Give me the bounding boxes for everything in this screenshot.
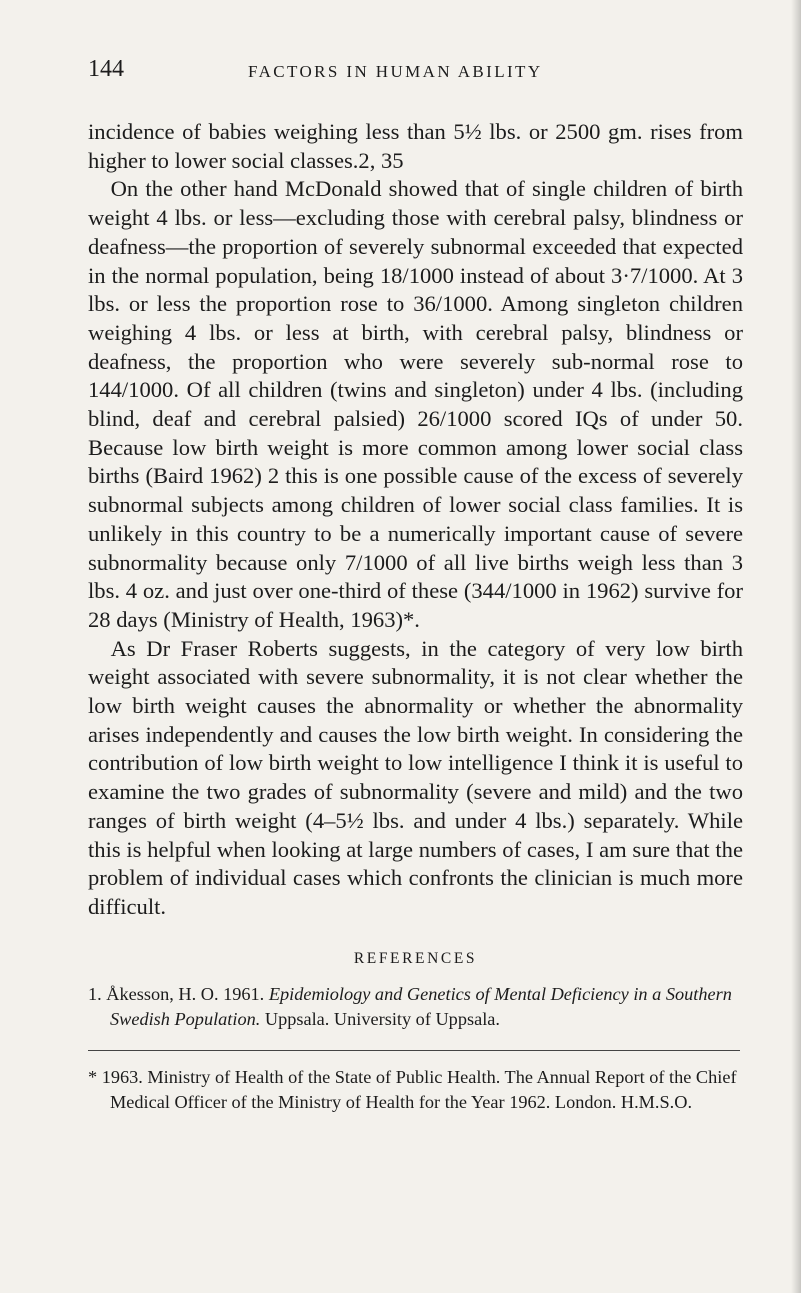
footnote-text: 1963. Ministry of Health of the State of Public Health. The Annual Report of the Chief Medical Officer of the Ministry of Health for the Year 1962. London. H.M.S.O. — [101, 1066, 737, 1112]
reference-title: Epidemiology and Genetics of Mental Deficiency in a Southern Swedish Population. — [110, 983, 732, 1029]
reference-number: 1. — [88, 983, 102, 1004]
paragraph-mcdonald: On the other hand McDonald showed that of single children of birth weight 4 lbs. or less—excluding those with cerebral palsy, blindness or deafness—the proportion of severely subnormal exceeded that expected in the normal population, being 18/1000 instead of about 3·7/1000. At 3 lbs. or less the proportion rose to 36/1000. Among singleton children weighing 4 lbs. or less at birth, with cerebral palsy, blindness or deafness, the proportion who were severely sub-normal rose to 144/1000. Of all children (twins and singleton) under 4 lbs. (including blind, deaf and cerebral palsied) 26/1000 scored IQs of under 50. Because low birth weight is more common among lower social class births (Baird 1962) 2 this is one possible cause of the excess of severely subnormal subjects among children of lower social class families. It is unlikely in this country to be a numerically important cause of severe subnormality because only 7/1000 of all live births weigh less than 3 lbs. 4 oz. and just over one-third of these (344/1000 in 1962) survive for 28 days (Ministry of Health, 1963)*. — [88, 176, 743, 632]
paragraph-continuation: incidence of babies weighing less than 5½ lbs. or 2500 gm. rises from higher to lower social classes.2, 35 — [88, 119, 743, 173]
reference-item — [88, 982, 743, 1032]
book-page — [88, 56, 743, 1115]
running-header — [88, 56, 743, 96]
reference-author: Åkesson, H. O. — [106, 983, 219, 1004]
page-edge-shadow — [791, 0, 801, 1293]
paragraph-fraser-roberts: As Dr Fraser Roberts suggests, in the category of very low birth weight associated with severe subnormality, it is not clear whether the low birth weight causes the abnormality or whether the abnormality arises independently and causes the low birth weight. In considering the contribution of low birth weight to low intelligence I think it is useful to examine the two grades of subnormality (severe and mild) and the two ranges of birth weight (4–5½ lbs. and under 4 lbs.) separately. While this is helpful when looking at large numbers of cases, I am sure that the problem of individual cases which confronts the clinician is much more difficult. — [88, 635, 743, 919]
footnote-divider — [88, 1050, 740, 1051]
page-number: 144 — [88, 56, 124, 82]
reference-year: 1961. — [223, 983, 265, 1004]
body-text — [88, 118, 743, 922]
references-heading: REFERENCES — [353, 949, 478, 967]
footnote-marker: * — [88, 1066, 98, 1087]
reference-publisher: Uppsala. University of Uppsala. — [264, 1008, 500, 1029]
footnote — [88, 1065, 743, 1115]
running-title: FACTORS IN HUMAN ABILITY — [248, 62, 543, 81]
